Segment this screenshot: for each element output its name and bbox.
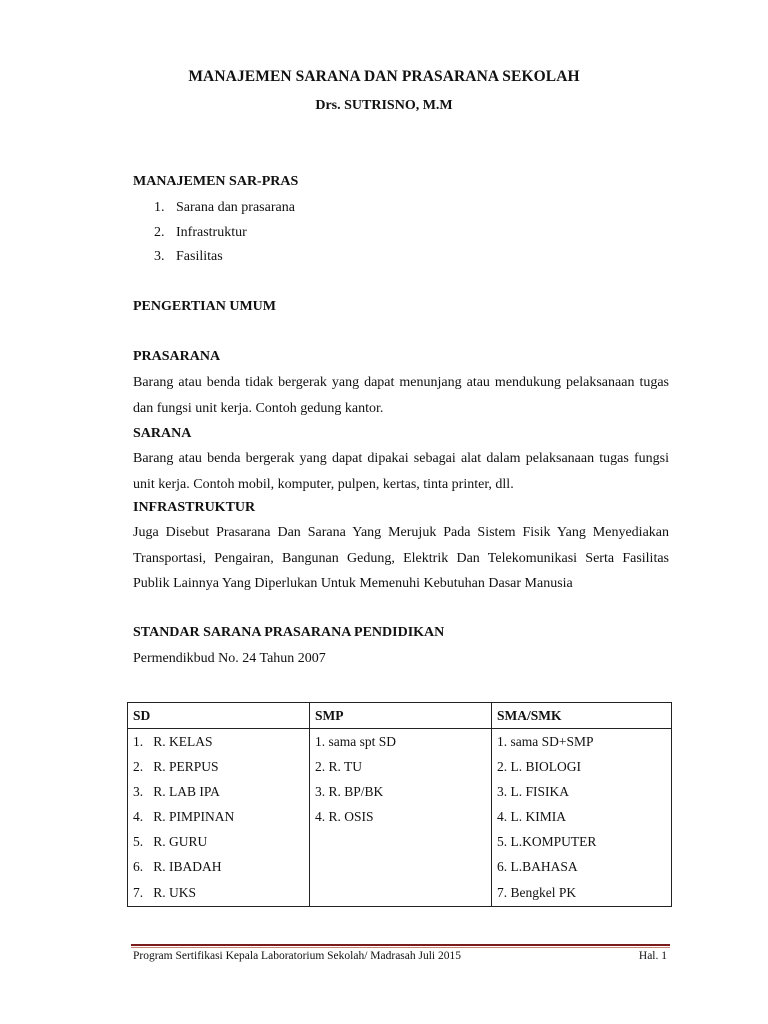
footer-rule-light <box>131 947 670 948</box>
footer-text: Program Sertifikasi Kepala Laboratorium Sekolah/ Madrasah Juli 2015 <box>133 950 461 962</box>
list-number: 1. <box>154 200 165 215</box>
list-number: 3. <box>154 249 165 264</box>
table-cell: 3. R. LAB IPA <box>128 779 310 804</box>
heading-prasarana: PRASARANA <box>133 349 221 364</box>
footer-rule <box>131 944 670 946</box>
table-row <box>128 729 672 755</box>
table-cell: 1. sama spt SD <box>310 729 492 755</box>
infrastruktur-definition: Juga Disebut Prasarana Dan Sarana Yang Merujuk Pada Sistem Fisik Yang Menyediakan Transportasi, Pengairan, Bangunan Gedung, Elektrik Dan Telekomunikasi Serta Fasilitas Publik Lainnya Yang Diperlukan Untuk Memenuhi Kebutuhan Dasar Manusia <box>133 525 669 591</box>
table-cell: 5. R. GURU <box>128 829 310 854</box>
column-header-sd: SD <box>128 703 310 729</box>
table-row <box>128 804 672 829</box>
column-header-smp: SMP <box>310 703 492 729</box>
column-header-sma-smk: SMA/SMK <box>492 703 672 729</box>
table-cell: 4. L. KIMIA <box>492 804 672 829</box>
document-author: Drs. SUTRISNO, M.M <box>315 98 453 113</box>
sarpras-list <box>154 198 295 272</box>
table-row <box>128 779 672 804</box>
table-row <box>128 754 672 779</box>
list-text: Sarana dan prasarana <box>176 200 295 215</box>
heading-infrastruktur: INFRASTRUKTUR <box>133 500 256 515</box>
table-cell <box>310 879 492 907</box>
table-cell: 6. R. IBADAH <box>128 854 310 879</box>
table-cell: 2. R. PERPUS <box>128 754 310 779</box>
table-cell: 5. L.KOMPUTER <box>492 829 672 854</box>
table-cell: 2. L. BIOLOGI <box>492 754 672 779</box>
heading-pengertian-umum: PENGERTIAN UMUM <box>133 299 277 314</box>
table-cell: 3. R. BP/BK <box>310 779 492 804</box>
list-item <box>154 247 295 272</box>
prasarana-definition: Barang atau benda tidak bergerak yang dapat menunjang atau mendukung pelaksanaan tugas dan fungsi unit kerja. Contoh gedung kantor. <box>133 375 669 416</box>
table-row <box>128 879 672 907</box>
standar-subtitle: Permendikbud No. 24 Tahun 2007 <box>133 651 326 666</box>
table-cell <box>310 829 492 854</box>
table-cell: 1. sama SD+SMP <box>492 729 672 755</box>
table-cell: 1. R. KELAS <box>128 729 310 755</box>
table-cell: 4. R. PIMPINAN <box>128 804 310 829</box>
table-cell: 6. L.BAHASA <box>492 854 672 879</box>
table-header-row <box>128 703 672 729</box>
table-row <box>128 854 672 879</box>
list-text: Infrastruktur <box>176 224 247 240</box>
page-number: Hal. 1 <box>638 950 667 962</box>
table-cell: 3. L. FISIKA <box>492 779 672 804</box>
heading-standar: STANDAR SARANA PRASARANA PENDIDIKAN <box>133 625 445 640</box>
table-row <box>128 829 672 854</box>
list-item <box>154 223 295 248</box>
list-number: 2. <box>154 224 165 240</box>
heading-manajemen-sarpras: MANAJEMEN SAR-PRAS <box>133 174 299 189</box>
document-title: MANAJEMEN SARANA DAN PRASARANA SEKOLAH <box>188 68 580 85</box>
table-cell: 2. R. TU <box>310 754 492 779</box>
heading-sarana: SARANA <box>133 426 192 441</box>
table-cell: 7. R. UKS <box>128 879 310 907</box>
table-cell <box>310 854 492 879</box>
list-item <box>154 198 295 223</box>
sarana-definition: Barang atau benda bergerak yang dapat dipakai sebagai alat dalam pelaksanaan tugas fungsi unit kerja. Contoh mobil, komputer, pulpen, kertas, tinta printer, dll. <box>133 451 669 492</box>
standards-table <box>127 702 672 907</box>
table-cell: 7. Bengkel PK <box>492 879 672 907</box>
table-cell: 4. R. OSIS <box>310 804 492 829</box>
list-text: Fasilitas <box>176 249 223 264</box>
